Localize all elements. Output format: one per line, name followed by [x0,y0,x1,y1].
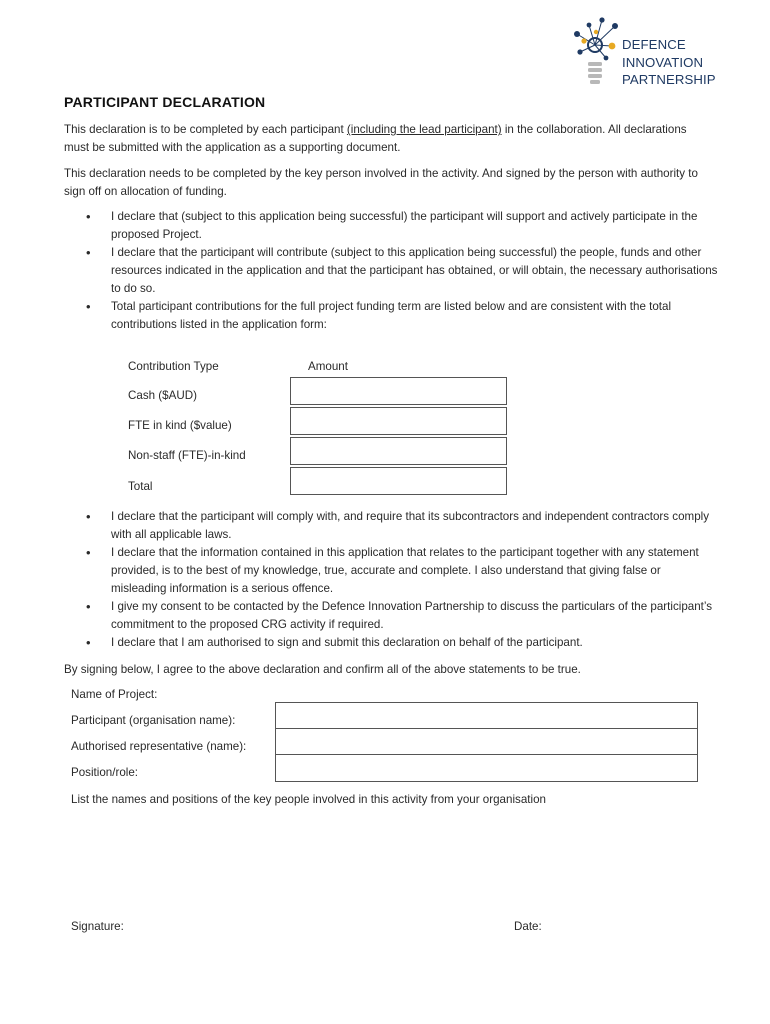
representative-name-field[interactable] [275,728,698,756]
intro-paragraph-2: This declaration needs to be completed by the key person involved in the activity. And signed by the person with authority to sign off on allocation of funding. [64,167,698,198]
non-staff-amount-field[interactable] [290,437,507,465]
participant-name-field[interactable] [275,702,698,730]
intro-text-c: in the collaboration. All declarations must be submitted with the application as a supporting document. [64,123,687,154]
agreement-statement: By signing below, I agree to the above declaration and confirm all of the above statements to be true. [64,663,581,676]
contribution-label-total: Total [128,480,153,493]
position-role-field[interactable] [275,754,698,782]
declaration-list-1 [86,208,718,334]
list-item: • Total participant contributions for the full project funding term are listed below and are consistent with the total contributions listed in the application form: [86,298,718,334]
logo-line-2: INNOVATION [622,54,704,70]
contribution-label-cash: Cash ($AUD) [128,389,197,402]
logo-line-3: PARTNERSHIP [622,72,716,87]
list-item: • I declare that the participant will comply with, and require that its subcontractors and independent contractors comply with all applicable laws. [86,508,718,544]
intro-text-a: This declaration is to be completed by each participant [64,123,347,136]
page-title: PARTICIPANT DECLARATION [64,94,266,110]
date-label: Date: [514,920,542,933]
intro-paragraph-1 [64,121,714,157]
list-item: • I declare that (subject to this application being successful) the participant will support and actively participate in the proposed Project. [86,208,718,244]
total-amount-field[interactable] [290,467,507,495]
list-item: • I declare that the participant will contribute (subject to this application being successful) the people, funds and other resources indicated in the application and that the participant has obtained, or will obtain, the necessary authorisations to do so. [86,244,718,298]
amount-header: Amount [308,360,348,373]
project-name-label: Name of Project: [71,688,158,701]
list-item: • I declare that I am authorised to sign and submit this declaration on behalf of the participant. [86,634,718,652]
list-item: • I declare that the information contained in this application that relates to the participant together with any statement provided, is to the best of my knowledge, true, accurate and complete. I also understand that giving false or misleading information is a serious offence. [86,544,718,598]
contribution-label-non-staff: Non-staff (FTE)-in-kind [128,449,246,462]
position-label: Position/role: [71,766,139,779]
logo-line-1: DEFENCE [622,37,686,52]
declaration-list-2 [86,508,718,652]
representative-label: Authorised representative (name): [71,740,247,753]
contribution-type-header: Contribution Type [128,360,219,373]
key-people-label: List the names and positions of the key people involved in this activity from your organisation [71,793,546,806]
intro-text-underlined: (including the lead participant) [346,123,502,136]
list-item: • I give my consent to be contacted by the Defence Innovation Partnership to discuss the particulars of the participant’s commitment to the proposed CRG activity if required. [86,598,718,634]
logo-wordmark [622,36,716,89]
participant-label: Participant (organisation name): [71,714,236,727]
contribution-label-fte: FTE in kind ($value) [128,419,232,432]
key-people-area[interactable] [71,812,701,902]
fte-amount-field[interactable] [290,407,507,435]
cash-amount-field[interactable] [290,377,507,405]
signature-label: Signature: [71,920,124,933]
